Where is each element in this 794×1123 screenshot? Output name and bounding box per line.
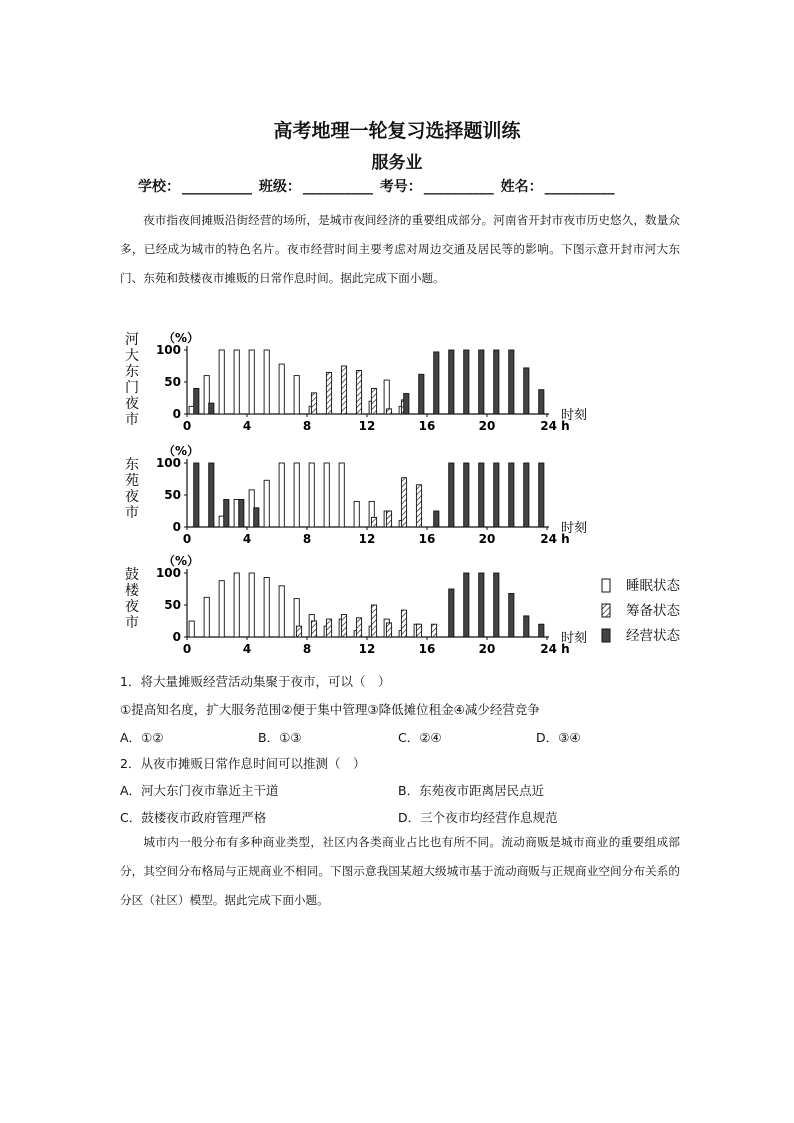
page-subtitle: 服务业 (371, 153, 423, 173)
bar-oper (479, 573, 484, 637)
bar-sleep (279, 364, 284, 414)
bar-oper (194, 463, 199, 527)
y-tick-label: 0 (172, 407, 181, 421)
y-tick-label: 50 (164, 375, 181, 389)
question-1-stem: 1．将大量摊贩经营活动集聚于夜市，可以（ ） (120, 674, 391, 689)
y-axis-label: （%） (163, 444, 200, 458)
legend-label-oper: 经营状态 (626, 628, 680, 644)
panel-name-char: 夜 (125, 489, 139, 505)
bar-sleep (219, 581, 224, 637)
panel-name-char: 市 (125, 412, 139, 428)
bar-oper (539, 390, 544, 414)
bar-oper (524, 616, 529, 637)
x-tick-label: 16 (418, 419, 436, 433)
bar-sleep (279, 586, 284, 637)
school-blank[interactable]: __________ (182, 179, 252, 195)
legend-swatch-sleep (602, 579, 610, 592)
x-tick-label: 24 h (540, 419, 570, 433)
bar-sleep (264, 480, 269, 527)
bar-oper (464, 573, 469, 637)
night-market-chart (110, 320, 710, 660)
x-tick-label: 24 h (540, 532, 570, 546)
x-tick-label: 0 (182, 419, 192, 433)
bar-oper (224, 499, 229, 527)
passage-1-text: 夜市指夜间摊贩沿街经营的场所，是城市夜间经济的重要组成部分。河南省开封市夜市历史悠久，数量众多，已经成为城市的特色名片。夜市经营时间主要考虑对周边交通及居民等的影响。下图示意开封市河大东门、东苑和鼓楼夜市摊贩的日常作息时间。据此完成下面小题。 (120, 213, 680, 285)
bar-prep (341, 366, 346, 414)
q2-option-c[interactable]: C．鼓楼夜市政府管理严格 (120, 810, 267, 825)
exam-no-label: 考号： (379, 179, 422, 195)
bar-oper (449, 350, 454, 414)
x-axis-label: 时刻 (561, 631, 588, 646)
passage-1 (120, 206, 680, 293)
panel-name-char: 夜 (125, 599, 139, 615)
bar-prep (296, 626, 301, 637)
bar-oper (509, 593, 514, 637)
bar-oper (449, 463, 454, 527)
x-tick-label: 8 (302, 419, 312, 433)
bar-prep (326, 372, 331, 414)
bar-prep (386, 511, 391, 527)
bar-oper (479, 463, 484, 527)
bar-sleep (339, 463, 344, 527)
bar-prep (371, 517, 376, 527)
bar-sleep (264, 350, 269, 414)
bar-oper (494, 463, 499, 527)
panel-name-char: 鼓 (125, 567, 139, 583)
bar-oper (509, 463, 514, 527)
question-2-stem: 2．从夜市摊贩日常作息时间可以推测（ ） (120, 756, 366, 771)
bar-prep (326, 619, 331, 637)
y-tick-label: 50 (164, 598, 181, 612)
bar-oper (209, 403, 214, 414)
bar-sleep (354, 501, 359, 527)
y-axis-label: （%） (163, 331, 200, 345)
name-label: 姓名： (500, 179, 543, 195)
x-tick-label: 24 h (540, 642, 570, 656)
bar-prep (356, 370, 361, 414)
legend-swatch-oper (602, 629, 610, 642)
bar-oper (254, 508, 259, 527)
passage-2-text: 城市内一般分布有多种商业类型，社区内各类商业占比也有所不同。流动商贩是城市商业的重要组成部分，其空间分布格局与正规商业不相同。下图示意我国某超大级城市基于流动商贩与正规商业空间分布关系的分区（社区）模型。据此完成下面小题。 (120, 835, 680, 907)
bar-sleep (219, 350, 224, 414)
x-tick-label: 8 (302, 532, 312, 546)
bar-oper (434, 511, 439, 527)
bar-sleep (294, 376, 299, 414)
bar-sleep (309, 463, 314, 527)
bar-prep (401, 478, 406, 527)
x-axis-label: 时刻 (561, 521, 588, 536)
panel-name-char: 东 (125, 457, 139, 473)
y-tick-label: 100 (155, 343, 181, 357)
x-tick-label: 0 (182, 532, 192, 546)
class-blank[interactable]: __________ (302, 179, 373, 195)
bar-oper (419, 374, 424, 414)
x-tick-label: 4 (242, 532, 252, 546)
x-tick-label: 4 (242, 419, 252, 433)
chart-panel-1 (125, 330, 587, 433)
exam-no-blank[interactable]: __________ (423, 179, 494, 195)
q1-option-c[interactable]: C．②④ (398, 730, 442, 745)
panel-name-char: 市 (125, 505, 139, 521)
bar-prep (371, 605, 376, 637)
x-tick-label: 12 (358, 642, 376, 656)
bar-prep (356, 618, 361, 637)
q1-option-a[interactable]: A．①② (120, 730, 164, 745)
x-tick-label: 12 (358, 419, 376, 433)
bar-oper (479, 350, 484, 414)
question-1-items: ①提高知名度，扩大服务范围②便于集中管理③降低摊位租金④减少经营竞争 (120, 702, 540, 717)
class-label: 班级： (258, 179, 301, 195)
legend-label-sleep: 睡眠状态 (626, 578, 680, 594)
y-tick-label: 100 (155, 456, 181, 470)
name-blank[interactable]: __________ (544, 179, 615, 195)
x-tick-label: 0 (182, 642, 192, 656)
bar-oper (209, 463, 214, 527)
bar-oper (524, 368, 529, 414)
x-tick-label: 20 (478, 419, 496, 433)
bar-oper (494, 573, 499, 637)
bar-oper (239, 499, 244, 527)
bar-sleep (204, 597, 209, 637)
chart-panel-2 (125, 443, 587, 546)
panel-name-char: 东 (125, 364, 139, 380)
y-tick-label: 100 (155, 566, 181, 580)
bar-prep (431, 624, 436, 637)
bar-prep (311, 621, 316, 637)
student-info-line (138, 176, 617, 196)
panel-name-char: 门 (125, 380, 139, 396)
x-tick-label: 12 (358, 532, 376, 546)
y-axis-label: （%） (163, 554, 200, 568)
bar-prep (416, 485, 421, 527)
y-tick-label: 0 (172, 630, 181, 644)
bar-sleep (279, 463, 284, 527)
bar-prep (401, 610, 406, 637)
bar-oper (464, 463, 469, 527)
bar-sleep (234, 350, 239, 414)
bar-sleep (264, 577, 269, 637)
bar-oper (404, 394, 409, 414)
bar-oper (509, 350, 514, 414)
bar-oper (464, 350, 469, 414)
x-tick-label: 20 (478, 642, 496, 656)
x-tick-label: 8 (302, 642, 312, 656)
panel-name-char: 夜 (125, 396, 139, 412)
chart-panel-3 (125, 553, 587, 656)
y-tick-label: 50 (164, 488, 181, 502)
bar-prep (386, 409, 391, 414)
bar-oper (434, 352, 439, 414)
bar-sleep (249, 573, 254, 637)
bar-oper (494, 350, 499, 414)
panel-name-char: 大 (125, 348, 139, 364)
bar-sleep (234, 573, 239, 637)
bar-sleep (294, 463, 299, 527)
bar-sleep (324, 463, 329, 527)
bar-oper (539, 624, 544, 637)
x-tick-label: 16 (418, 642, 436, 656)
bar-prep (311, 393, 316, 414)
school-label: 学校： (138, 179, 180, 195)
bar-oper (539, 463, 544, 527)
bar-oper (524, 463, 529, 527)
x-tick-label: 16 (418, 532, 436, 546)
bar-oper (449, 589, 454, 637)
panel-name-char: 市 (125, 615, 139, 631)
q2-option-b[interactable]: B．东苑夜市距离居民点近 (398, 783, 545, 798)
y-tick-label: 0 (172, 520, 181, 534)
bar-sleep (189, 621, 194, 637)
bar-sleep (249, 350, 254, 414)
q2-option-a[interactable]: A．河大东门夜市靠近主干道 (120, 783, 279, 798)
bar-oper (194, 388, 199, 414)
q2-option-d[interactable]: D．三个夜市均经营作息规范 (398, 810, 558, 825)
bar-prep (386, 623, 391, 637)
x-tick-label: 20 (478, 532, 496, 546)
bar-prep (416, 624, 421, 637)
panel-name-char: 苑 (125, 473, 139, 489)
panel-name-char: 楼 (125, 583, 139, 599)
panel-name-char: 河 (125, 332, 139, 348)
q1-option-b[interactable]: B．①③ (258, 730, 302, 745)
page-title: 高考地理一轮复习选择题训练 (273, 120, 521, 142)
q1-option-d[interactable]: D．③④ (536, 730, 581, 745)
bar-prep (371, 388, 376, 414)
legend-label-prep: 筹备状态 (626, 603, 680, 619)
bar-prep (341, 615, 346, 637)
legend-swatch-prep (602, 604, 610, 617)
x-tick-label: 4 (242, 642, 252, 656)
x-axis-label: 时刻 (561, 408, 588, 423)
passage-2 (120, 828, 680, 915)
